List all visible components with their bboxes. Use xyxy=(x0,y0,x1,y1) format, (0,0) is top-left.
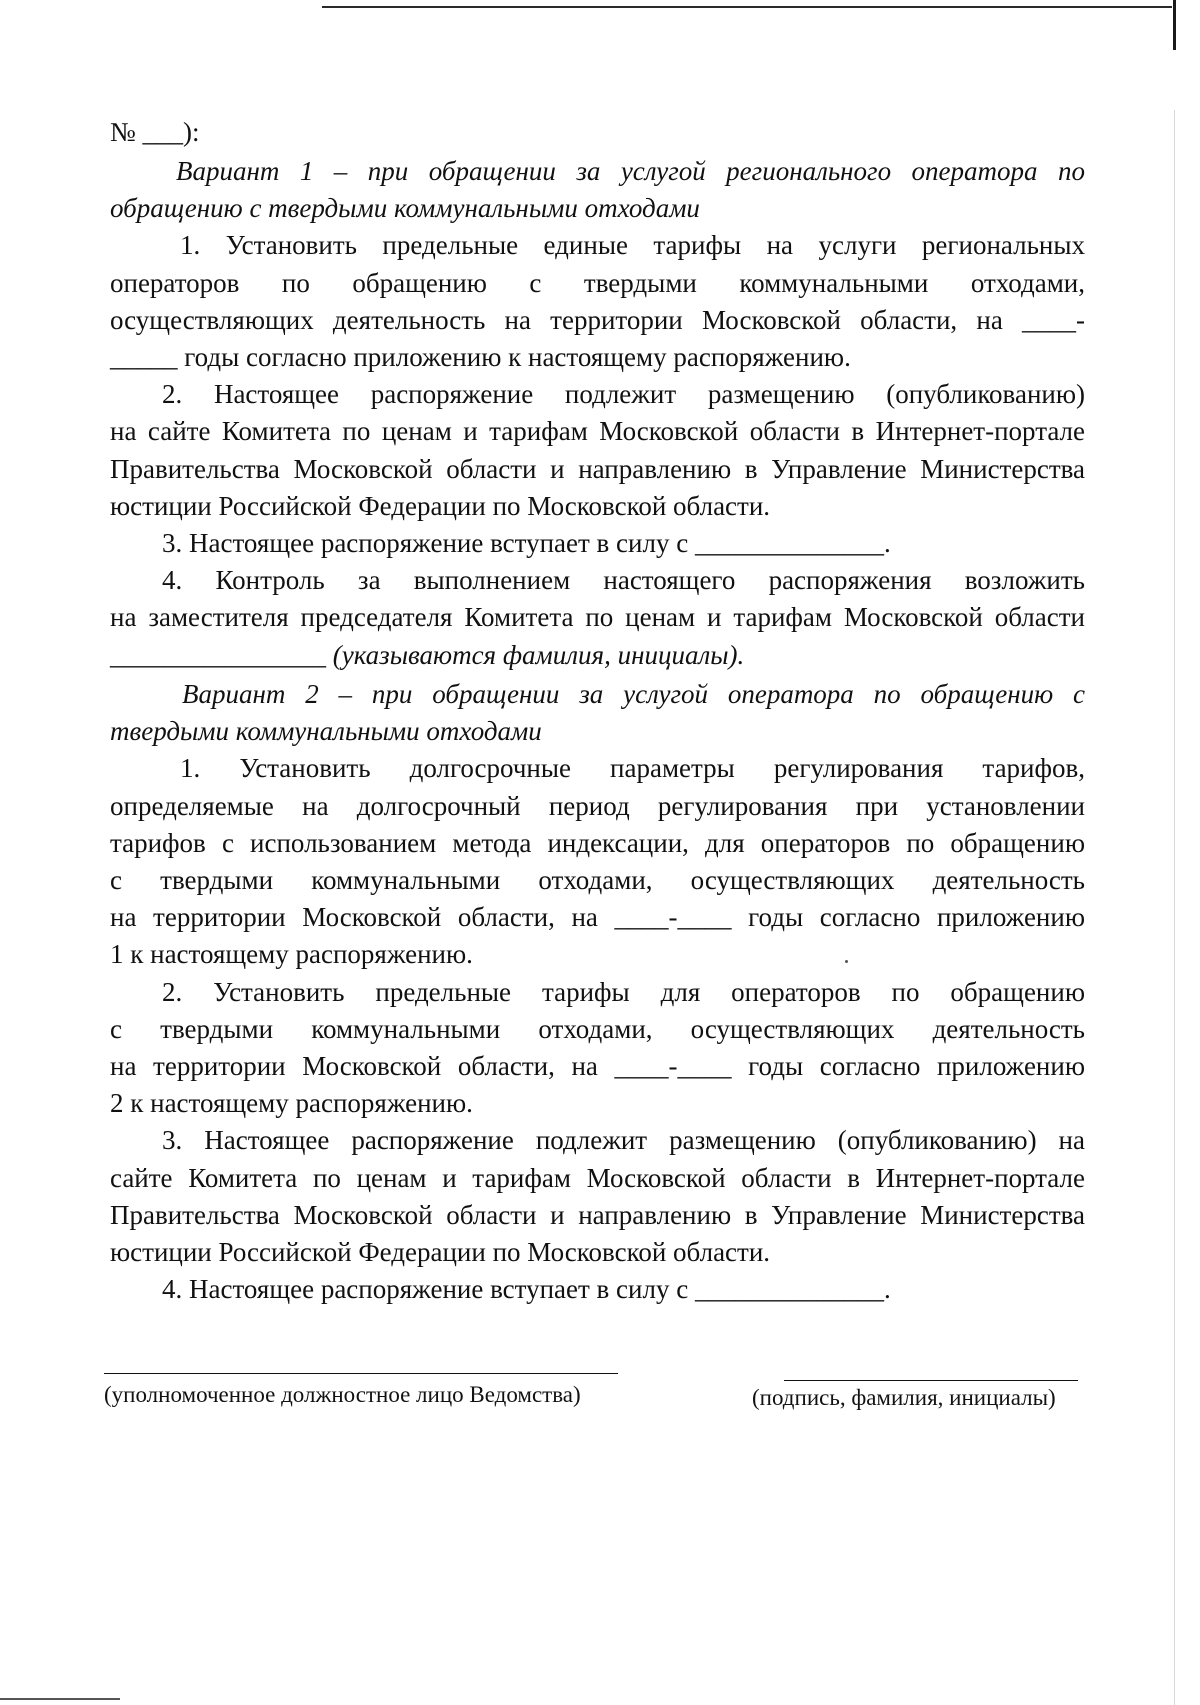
number-line-block xyxy=(110,114,1085,151)
variant-2-item-1-line: на территории Московской области, на ____-____ годы согласно приложению xyxy=(110,902,1085,933)
variant-2-section xyxy=(110,676,1085,1308)
variant-1-item-1: 1. Установить предельные единые тарифы на услуги региональных xyxy=(180,230,1085,261)
variant-1-item-4-line xyxy=(110,637,1085,674)
variant-1-item-2-line: юстиции Российской Федерации по Московской области. xyxy=(110,490,771,521)
official-name-note: (указываются фамилия, инициалы). xyxy=(326,639,745,670)
signature-caption: (подпись, фамилия, инициалы) xyxy=(752,1385,1056,1410)
official-name-blank: ________________ xyxy=(110,639,326,670)
variant-2-item-1-line: тарифов с использованием метода индексации, для операторов по обращению xyxy=(110,827,1085,858)
variant-2-heading: Вариант 2 – при обращении за услугой оператора по обращению с xyxy=(182,679,1085,709)
variant-2-heading-cont: твердыми коммунальными отходами xyxy=(110,716,542,747)
variant-1-item-4-line: на заместителя председателя Комитета по ценам и тарифам Московской области xyxy=(110,602,1085,633)
variant-1-item-2: 2. Настоящее распоряжение подлежит размещению (опубликованию) xyxy=(162,379,1085,410)
variant-1-item-4: 4. Контроль за выполнением настоящего распоряжения возложить xyxy=(162,565,1085,596)
scan-top-border xyxy=(322,6,1172,8)
variant-2-item-1-line: определяемые на долгосрочный период регулирования при установлении xyxy=(110,790,1085,821)
scan-right-edge xyxy=(1173,0,1176,50)
variant-2-item-3: 3. Настоящее распоряжение подлежит размещению (опубликованию) на xyxy=(162,1125,1085,1156)
variant-1-section xyxy=(110,153,1085,674)
variant-2-item-3-line: юстиции Российской Федерации по Московской области. xyxy=(110,1237,771,1268)
variant-2-item-2: 2. Установить предельные тарифы для операторов по обращению xyxy=(162,976,1085,1007)
official-signature-line xyxy=(104,1373,618,1374)
variant-1-heading-cont: обращению с твердыми коммунальными отходами xyxy=(110,193,700,224)
variant-2-item-2-line: с твердыми коммунальными отходами, осуществляющих деятельность xyxy=(110,1013,1085,1044)
variant-2-item-1-line: с твердыми коммунальными отходами, осуществляющих деятельность xyxy=(110,865,1085,896)
official-caption: (уполномоченное должностное лицо Ведомства) xyxy=(104,1382,581,1407)
number-line: № ___): xyxy=(110,117,200,147)
variant-2-item-3-line: Правительства Московской области и направлению в Управление Министерства xyxy=(110,1199,1085,1230)
signature-line xyxy=(784,1380,1078,1381)
scan-bottom-edge xyxy=(0,1698,120,1700)
variant-1-heading: Вариант 1 – при обращении за услугой регионального оператора по xyxy=(176,156,1085,186)
variant-1-item-1-line: осуществляющих деятельность на территории Московской области, на ____- xyxy=(110,304,1085,335)
scan-right-edge-faint xyxy=(1174,110,1175,1705)
variant-2-item-3-line: сайте Комитета по ценам и тарифам Московской области в Интернет-портале xyxy=(110,1162,1085,1193)
variant-1-item-1-line: операторов по обращению с твердыми коммунальными отходами, xyxy=(110,267,1085,298)
variant-2-item-4: 4. Настоящее распоряжение вступает в силу с ______________. xyxy=(162,1274,891,1305)
variant-2-item-2-line: 2 к настоящему распоряжению. xyxy=(110,1088,473,1119)
variant-1-item-1-line: _____ годы согласно приложению к настоящему распоряжению. xyxy=(110,342,851,373)
variant-2-item-1: 1. Установить долгосрочные параметры регулирования тарифов, xyxy=(180,753,1085,784)
variant-2-item-1-line: 1 к настоящему распоряжению. xyxy=(110,939,473,970)
variant-1-item-3: 3. Настоящее распоряжение вступает в силу с ______________. xyxy=(162,528,891,559)
variant-1-item-2-line: Правительства Московской области и направлению в Управление Министерства xyxy=(110,453,1085,484)
variant-2-item-2-line: на территории Московской области, на ____-____ годы согласно приложению xyxy=(110,1051,1085,1082)
variant-1-item-2-line: на сайте Комитета по ценам и тарифам Московской области в Интернет-портале xyxy=(110,416,1085,447)
